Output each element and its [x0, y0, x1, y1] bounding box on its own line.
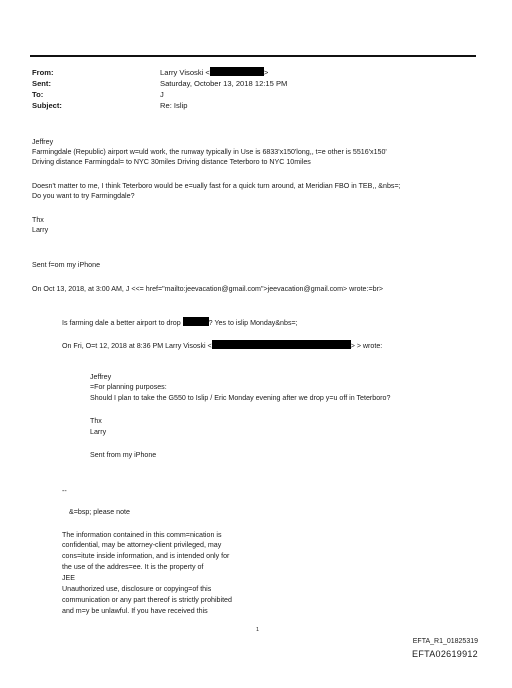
please-note: &=bsp; please note: [69, 508, 130, 516]
header-rule: [30, 55, 476, 57]
sent-value: Saturday, October 13, 2018 12:15 PM: [160, 79, 288, 88]
disclaimer-line: the use of the addres=ee. It is the property of: [62, 563, 204, 571]
redacted-block: [212, 340, 351, 349]
page-number: 1: [256, 627, 260, 633]
body-name: Larry: [32, 226, 49, 234]
body-line: Driving distance Farmingdal= to NYC 30miles Driving distance Teterboro to NYC 10miles: [32, 158, 311, 166]
disclaimer-line: and m=y be unlawful. If you have received this: [62, 607, 208, 615]
redacted-block: [183, 317, 209, 326]
quote1-reply-header: On Fri, O=t 12, 2018 at 8:36 PM Larry Visoski < > > wrote:: [62, 342, 383, 350]
quote2-line: =For planning purposes:: [90, 383, 167, 391]
quote1-line: Is farming dale a better airport to drop ? Yes to islip Monday&nbs=;: [62, 319, 298, 327]
signature-dashes: --: [62, 487, 67, 495]
disclaimer-line: JEE: [62, 574, 76, 582]
quote2-name: Larry: [90, 428, 107, 436]
disclaimer-line: The information contained in this comm=nication is: [62, 531, 222, 539]
subject-value: Re: Islip: [160, 101, 188, 110]
disclaimer-line: cons=itute inside information, and is intended only for: [62, 552, 230, 560]
from-value: Larry Visoski < >: [160, 68, 269, 77]
sent-label: Sent:: [32, 79, 51, 88]
quote2-sent-from: Sent from my iPhone: [90, 451, 157, 459]
disclaimer-line: confidential, may be attorney-client privileged, may: [62, 541, 222, 549]
body-thx: Thx: [32, 216, 44, 224]
quote2-thx: Thx: [90, 417, 102, 425]
body-line: Do you want to try Farmingdale?: [32, 192, 135, 200]
disclaimer-line: Unauthorized use, disclosure or copying=of this: [62, 585, 212, 593]
to-label: To:: [32, 90, 44, 99]
redacted-block: [210, 67, 264, 76]
disclaimer-line: communication or any part thereof is strictly prohibited: [62, 596, 232, 604]
quote2-greeting: Jeffrey: [90, 373, 112, 381]
subject-label: Subject:: [32, 101, 62, 110]
body-line: Doesn't matter to me, I think Teterboro would be e=ually fast for a quick turn around, at Meridian FBO in TEB,, &nbs=;: [32, 182, 401, 190]
body-line: Farmingdale (Republic) airport w=uld work, the runway typically in Use is 6833'x150'long,, t=e other is 5516'x150': [32, 148, 387, 156]
document-id-2: EFTA02619912: [412, 649, 478, 659]
sent-from-line: Sent f=om my iPhone: [32, 261, 101, 269]
reply-header-line: On Oct 13, 2018, at 3:00 AM, J <<= href="mailto:jeevacation@gmail.com">jeevacation@gmail.com> wrote:=br>: [32, 285, 384, 293]
document-id-1: EFTA_R1_01825319: [412, 638, 478, 645]
quote2-line: Should I plan to take the G550 to Islip / Eric Monday evening after we drop y=u off in Teterboro?: [90, 394, 391, 402]
body-greeting: Jeffrey: [32, 138, 54, 146]
to-value: J: [160, 90, 164, 99]
from-label: From:: [32, 68, 54, 77]
